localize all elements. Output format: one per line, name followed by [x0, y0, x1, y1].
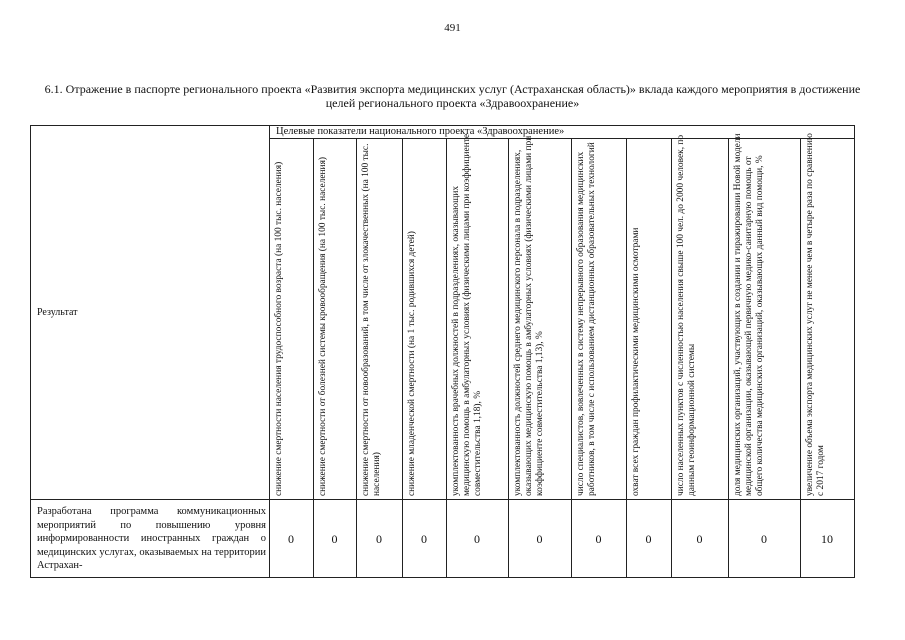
column-rule: [356, 138, 357, 578]
value-cell: 0: [288, 532, 294, 546]
result-column-rule: [269, 125, 270, 578]
value-cell: 0: [595, 532, 602, 546]
value-cell: 0: [331, 532, 338, 546]
value-cell: 0: [376, 532, 382, 546]
table-border-right: [854, 125, 855, 578]
value-cell: 0: [696, 532, 703, 546]
column-rule: [571, 138, 572, 578]
table-border-left: [30, 125, 31, 578]
value-cell: 0: [474, 532, 480, 546]
column-rule: [800, 138, 801, 578]
column-rule: [313, 138, 314, 578]
table-border-bottom: [30, 577, 855, 578]
section-title: 6.1. Отражение в паспорте регионального проекта «Развития экспорта медицинских услуг (Астраханская область)» вклада каждого мероприятия в достижение целей регионального проекта «Здравоохранение»: [44, 82, 861, 110]
value-cell: 10: [821, 532, 833, 546]
page-number: 491: [444, 22, 461, 34]
group-header: Целевые показатели национального проекта «Здравоохранение»: [276, 126, 565, 137]
value-cell: 0: [421, 532, 427, 546]
value-cell: 0: [761, 532, 767, 546]
result-header: Результат: [37, 307, 78, 318]
result-cell: Разработана программа коммуникационных мероприятий по повышению уровня информированности иностранных граждан о медицинских услугах, оказываемых на территории Астрахан-: [37, 506, 266, 572]
value-cell: 0: [645, 532, 652, 546]
column-rule: [728, 138, 729, 578]
value-cell: 0: [536, 532, 543, 546]
column-rule: [626, 138, 627, 578]
column-rule: [671, 138, 672, 578]
column-rule: [402, 138, 403, 578]
header-bottom-rule: [30, 499, 855, 500]
column-rule: [446, 138, 447, 578]
column-rule: [508, 138, 509, 578]
group-header-rule: [270, 138, 855, 139]
